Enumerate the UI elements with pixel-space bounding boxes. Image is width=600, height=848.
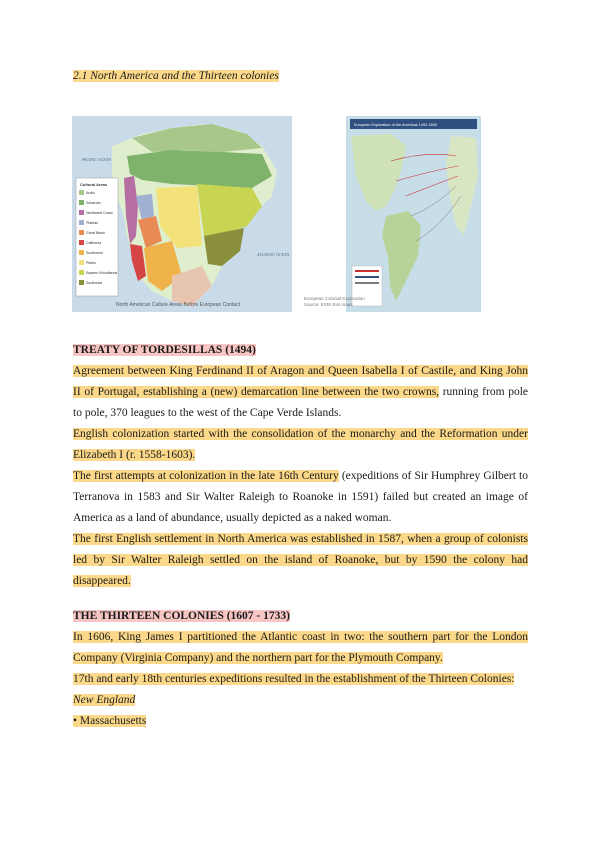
legend-item: California	[86, 241, 102, 245]
culture-areas-map	[72, 116, 292, 312]
pacific-label: PACIFIC OCEAN	[82, 157, 111, 162]
tordesillas-paragraph-1: Agreement between King Ferdinand II of Aragon and Queen Isabella I of Castile, and King John II of Portugal, establishing a (new) demarcation line between the two crowns, running from pole to pole, 370 leagues to the west of the Cape Verde Islands.	[73, 365, 528, 419]
thirteen-paragraph-2: 17th and early 18th centuries expeditions resulted in the establishment of the Thirteen Colonies:	[73, 673, 515, 685]
legend-item: Great Basin	[86, 231, 105, 235]
legend-item: Southwest	[86, 251, 103, 255]
tordesillas-paragraph-2: English colonization started with the consolidation of the monarchy and the Reformation under Elizabeth I (r. 1558-1603).	[73, 428, 528, 461]
legend-item: Arctic	[86, 191, 95, 195]
legend-title: Cultural Areas	[80, 182, 108, 187]
exploration-map	[346, 116, 481, 312]
thirteen-colonies-heading: THE THIRTEEN COLONIES (1607 - 1733)	[73, 610, 290, 622]
section-title: 2.1 North America and the Thirteen colonies	[73, 70, 279, 82]
legend-item: Subarctic	[86, 201, 101, 205]
tordesillas-section	[73, 340, 528, 592]
atlantic-label: ATLANTIC OCEAN	[257, 252, 290, 257]
new-england-subheading: New England	[73, 694, 136, 706]
legend-item: Eastern Woodlands	[86, 271, 118, 275]
tordesillas-heading: TREATY OF TORDESILLAS (1494)	[73, 344, 256, 356]
thirteen-paragraph-1: In 1606, King James I partitioned the Atlantic coast in two: the southern part for the London Company (Virginia Company) and the northern part for the Plymouth Company.	[73, 631, 528, 664]
map-caption-right: European Colonial Exploration Source: ESRI Esri maps	[304, 296, 365, 307]
legend-item: Northwest Coast	[86, 211, 113, 215]
exploration-map-title: European Exploration of the Americas 1492-1600	[354, 123, 437, 127]
legend-item: Plains	[86, 261, 96, 265]
bullet-massachusetts: • Massachusetts	[73, 715, 147, 727]
tordesillas-paragraph-4: The first English settlement in North America was established in 1587, when a group of colonists led by Sir Walter Raleigh settled on the island of Roanoke, but by 1590 the colony had disappeared.	[73, 533, 528, 587]
legend-item: Plateau	[86, 221, 99, 225]
tordesillas-paragraph-3: The first attempts at colonization in the late 16th Century (expeditions of Sir Humphrey Gilbert to Terranova in 1583 and Sir Walter Raleigh to Roanoke in 1591) failed but created an image of America as a land of abundance, usually depicted as a naked woman.	[73, 470, 528, 524]
map-caption-left: North American Culture Areas Before European Contact	[116, 302, 240, 308]
thirteen-colonies-section	[73, 606, 528, 732]
legend-item: Southeast	[86, 281, 103, 285]
